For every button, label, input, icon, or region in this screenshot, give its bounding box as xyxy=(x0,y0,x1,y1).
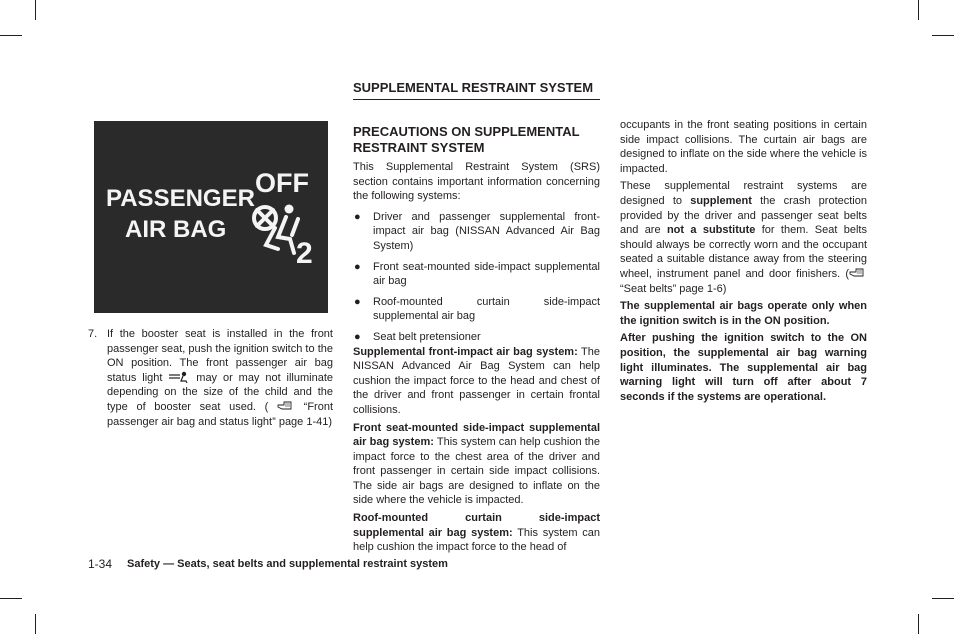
item-reference: “Front passenger air bag and status light” page 1-41) xyxy=(107,400,334,428)
crop-mark xyxy=(918,614,919,634)
passenger-airbag-status-light-icon xyxy=(168,371,190,383)
warning-light-paragraph: After pushing the ignition switch to the ON position, the supplemental air bag warning light illuminates. The supplemental air bag warning light will turn off after about 7 seconds if the systems are operational. xyxy=(620,332,867,403)
column-right xyxy=(620,118,867,407)
column-left xyxy=(88,327,333,429)
crop-mark xyxy=(35,614,36,634)
item-text: If the booster seat is installed in the front passenger seat, push the ignition switch to the ON position. The front passenger air bag status light xyxy=(107,328,333,384)
subsection-title: PRECAUTIONS ON SUPPLEMENTAL RESTRAINT SYSTEM xyxy=(353,124,580,155)
paragraph-text: for them. Seat belts should always be correctly worn and the occupant seated a suitable distance away from the steering wheel, instrument panel and door finishers. ( xyxy=(620,224,867,280)
continuation-paragraph: occupants in the front seating positions in certain side impact collisions. The curtain air bags are designed to inflate on the side where the vehicle is impacted. xyxy=(620,119,867,175)
passenger-airbag-status-light-illustration xyxy=(94,121,328,313)
section-title: SUPPLEMENTAL RESTRAINT SYSTEM xyxy=(353,81,600,100)
paragraph-text: the crash protection provided by the driver and passenger seat belts and are xyxy=(620,194,867,237)
panel-label-off: OFF xyxy=(255,168,309,198)
side-airbag-paragraph xyxy=(353,421,600,509)
list-item-text: Seat belt pretensioner xyxy=(373,330,481,343)
page-reference-icon xyxy=(277,400,295,411)
bullet-marker: ● xyxy=(354,330,361,343)
list-item xyxy=(353,260,600,289)
intro-paragraph: This Supplemental Restraint System (SRS) section contains important information concerning the following systems: xyxy=(353,161,600,203)
crop-mark xyxy=(0,598,22,599)
emphasis-not-a-substitute: not a substitute xyxy=(666,224,756,237)
numbered-item-7 xyxy=(88,327,333,429)
crop-mark xyxy=(932,598,954,599)
list-item xyxy=(353,210,600,254)
list-item-text: Roof-mounted curtain side-impact supplemental air bag xyxy=(373,295,600,323)
side-airbag-text: This system can help cushion the impact force to the chest area of the driver and front passenger in certain side impact collisions. The side air bags are designed to inflate on the side where the vehicle is impacted. xyxy=(353,436,601,507)
seated-passenger-airbag-off-icon xyxy=(248,201,318,267)
crop-mark xyxy=(0,35,22,36)
front-airbag-paragraph xyxy=(353,345,600,418)
front-airbag-heading: Supplemental front-impact air bag system: xyxy=(353,345,578,358)
page-reference-icon xyxy=(849,267,867,278)
paragraph-text: These supplemental restraint systems are designed to xyxy=(620,180,867,207)
list-item xyxy=(353,330,600,345)
ignition-warning-paragraph: The supplemental air bags operate only when the ignition switch is in the ON position. xyxy=(620,300,867,327)
chapter-title: Safety — Seats, seat belts and supplemental restraint system xyxy=(127,558,448,570)
front-airbag-text: The NISSAN Advanced Air Bag System can help cushion the impact force to the head and chest of the driver and front passenger in certain frontal collisions. xyxy=(353,345,600,416)
crop-mark xyxy=(918,0,919,20)
column-middle xyxy=(353,160,600,558)
curtain-airbag-text: This system can help cushion the impact force to the head of xyxy=(353,526,601,554)
item-number: 7. xyxy=(88,328,98,340)
bullet-marker: ● xyxy=(354,295,361,308)
list-item-text: Driver and passenger supplemental front-impact air bag (NISSAN Advanced Air Bag System) xyxy=(373,210,600,252)
supplement-paragraph xyxy=(620,179,867,296)
curtain-airbag-paragraph xyxy=(353,511,600,555)
curtain-airbag-heading: Roof-mounted curtain side-impact supplemental air bag system: xyxy=(353,512,600,539)
page-number: 1-34 xyxy=(88,557,113,571)
side-airbag-heading: Front seat-mounted side-impact supplemental air bag system: xyxy=(353,421,600,449)
crop-mark xyxy=(932,35,954,36)
bullet-marker: ● xyxy=(354,210,361,223)
panel-icon-digit: 2 xyxy=(296,237,313,267)
emphasis-supplement: supplement xyxy=(690,194,752,207)
seat-belts-reference: “Seat belts” page 1-6) xyxy=(620,282,727,295)
item-text: may or may not illuminate depending on the size of the child and the type of booster seat used. ( xyxy=(107,371,334,413)
list-item xyxy=(353,295,600,324)
panel-label-passenger: PASSENGER xyxy=(106,185,255,212)
panel-label-air-bag: AIR BAG xyxy=(125,216,227,243)
list-item-text: Front seat-mounted side-impact supplemental air bag xyxy=(373,260,600,288)
crop-mark xyxy=(35,0,36,20)
bullet-marker: ● xyxy=(354,260,361,273)
